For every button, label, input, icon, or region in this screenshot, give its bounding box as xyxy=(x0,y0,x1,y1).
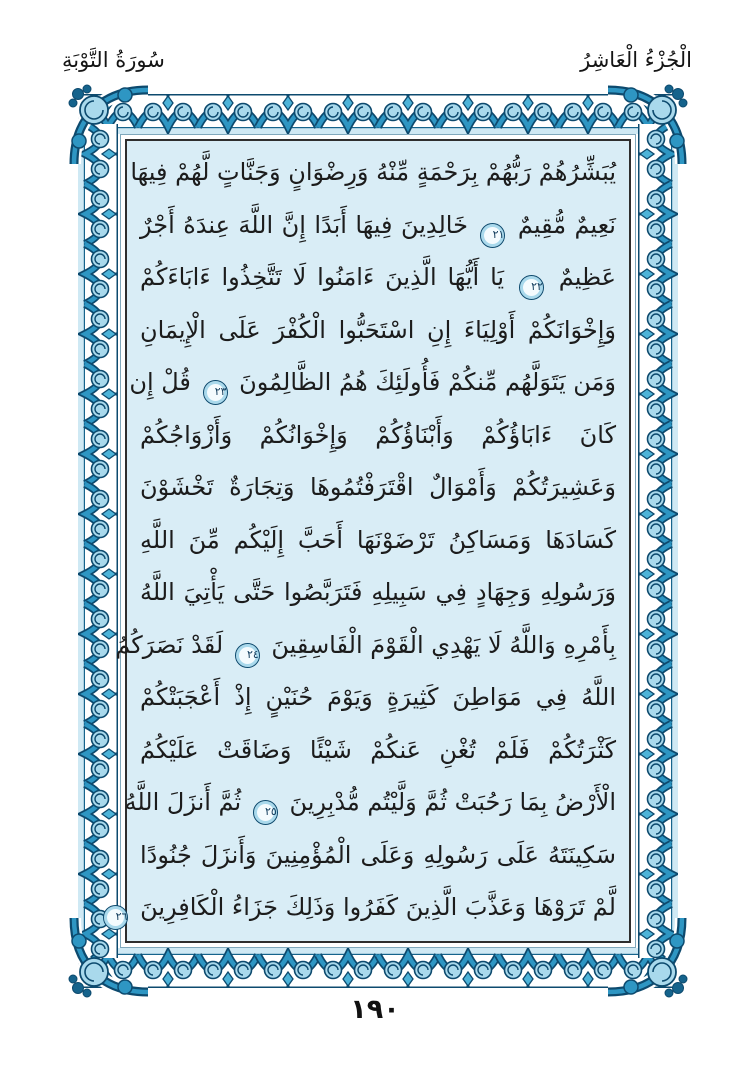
ayah-text-segment: سَكِينَتَهُ عَلَى رَسُولِهِ وَعَلَى الْمُؤْمِنِينَ وَأَنزَلَ جُنُودًا xyxy=(140,840,616,869)
ayah-text-segment: لَقَدْ نَصَرَكُمُ xyxy=(115,630,231,659)
quran-line xyxy=(140,200,616,253)
quran-line xyxy=(140,462,616,515)
frame-ornament-left xyxy=(78,124,118,958)
quran-line xyxy=(140,515,616,568)
quran-line xyxy=(140,410,616,463)
quran-line xyxy=(140,305,616,358)
quran-line xyxy=(140,252,616,305)
quran-line xyxy=(129,357,616,410)
ayah-text-segment: كَانَ ءَابَاؤُكُمْ وَأَبْنَاؤُكُمْ وَإِخْوَانُكُمْ وَأَزْوَاجُكُمْ xyxy=(140,420,616,449)
decorative-frame xyxy=(78,94,678,988)
ayah-text-segment: نَعِيمٌ مُّقِيمٌ xyxy=(509,210,616,239)
ayah-text-segment: بِأَمْرِهِ وَاللَّهُ لَا يَهْدِي الْقَوْمَ الْفَاسِقِينَ xyxy=(263,630,616,659)
surah-header: سُورَةُ التَّوْبَةِ xyxy=(62,48,165,72)
juz-header: الْجُزْءُ الْعَاشِرُ xyxy=(580,48,692,72)
ayah-text-segment: عَظِيمٌ xyxy=(547,263,616,292)
ayah-text-segment: وَرَسُولِهِ وَجِهَادٍ فِي سَبِيلِهِ فَتَرَبَّصُوا حَتَّى يَأْتِيَ اللَّهُ xyxy=(140,578,616,607)
ayah-text-segment: وَمَن يَتَوَلَّهُم مِّنكُمْ فَأُولَئِكَ هُمُ الظَّالِمُونَ xyxy=(231,368,616,397)
ayah-end-marker: ٢٥ xyxy=(253,800,278,825)
ayah-end-marker: ٢١ xyxy=(480,223,505,248)
ayah-text-segment: الْأَرْضُ بِمَا رَحُبَتْ ثُمَّ وَلَّيْتُم مُّدْبِرِينَ xyxy=(281,788,616,817)
quran-line xyxy=(115,620,616,673)
ayah-text-segment: وَعَشِيرَتُكُمْ وَأَمْوَالٌ اقْتَرَفْتُمُوهَا وَتِجَارَةٌ تَخْشَوْنَ xyxy=(140,473,616,502)
ayah-end-marker: ٢٣ xyxy=(203,380,228,405)
ayah-text-segment: وَإِخْوَانَكُمْ أَوْلِيَاءَ إِنِ اسْتَحَبُّوا الْكُفْرَ عَلَى الْإِيمَانِ xyxy=(140,315,616,344)
quran-line xyxy=(124,777,616,830)
quran-line xyxy=(115,882,616,935)
quran-text xyxy=(115,147,616,935)
ayah-text-segment: ثُمَّ أَنزَلَ اللَّهُ xyxy=(124,788,249,817)
frame-ornament-right xyxy=(638,124,678,958)
page-number: ١٩٠ xyxy=(350,994,400,1025)
ayah-text-segment: اللَّهُ فِي مَوَاطِنَ كَثِيرَةٍ وَيَوْمَ حُنَيْنٍ إِذْ أَعْجَبَتْكُمْ xyxy=(140,683,616,712)
ayah-end-marker: ٢٢ xyxy=(519,275,544,300)
quran-line xyxy=(140,830,616,883)
frame-ornament-bottom xyxy=(78,948,678,988)
text-panel xyxy=(115,139,631,943)
ayah-text-segment: قُلْ إِن xyxy=(129,368,199,397)
quran-line xyxy=(140,672,616,725)
ayah-text-segment: يُبَشِّرُهُمْ رَبُّهُمْ بِرَحْمَةٍ مِّنْهُ وَرِضْوَانٍ وَجَنَّاتٍ لَّهُمْ فِيهَا xyxy=(130,158,616,186)
ayah-text-segment: كَثْرَتُكُمْ فَلَمْ تُغْنِ عَنكُمْ شَيْئًا وَضَاقَتْ عَلَيْكُمُ xyxy=(140,735,616,764)
ayah-text-segment: يَا أَيُّهَا الَّذِينَ ءَامَنُوا لَا تَتَّخِذُوا ءَابَاءَكُمْ xyxy=(140,263,515,292)
quran-line xyxy=(130,147,616,200)
ayah-text-segment: خَالِدِينَ فِيهَا أَبَدًا إِنَّ اللَّهَ عِندَهُ أَجْرٌ xyxy=(140,210,477,239)
ayah-end-marker: ٢٤ xyxy=(235,643,260,668)
ayah-text-segment: لَّمْ تَرَوْهَا وَعَذَّبَ الَّذِينَ كَفَرُوا وَذَلِكَ جَزَاءُ الْكَافِرِينَ xyxy=(132,893,616,922)
ayah-end-marker: ٢٦ xyxy=(103,905,128,930)
frame-ornament-top xyxy=(78,94,678,134)
quran-line xyxy=(140,567,616,620)
ayah-text-segment: كَسَادَهَا وَمَسَاكِنُ تَرْضَوْنَهَا أَحَبَّ إِلَيْكُم مِّنَ اللَّهِ xyxy=(140,525,616,554)
quran-line xyxy=(140,725,616,778)
